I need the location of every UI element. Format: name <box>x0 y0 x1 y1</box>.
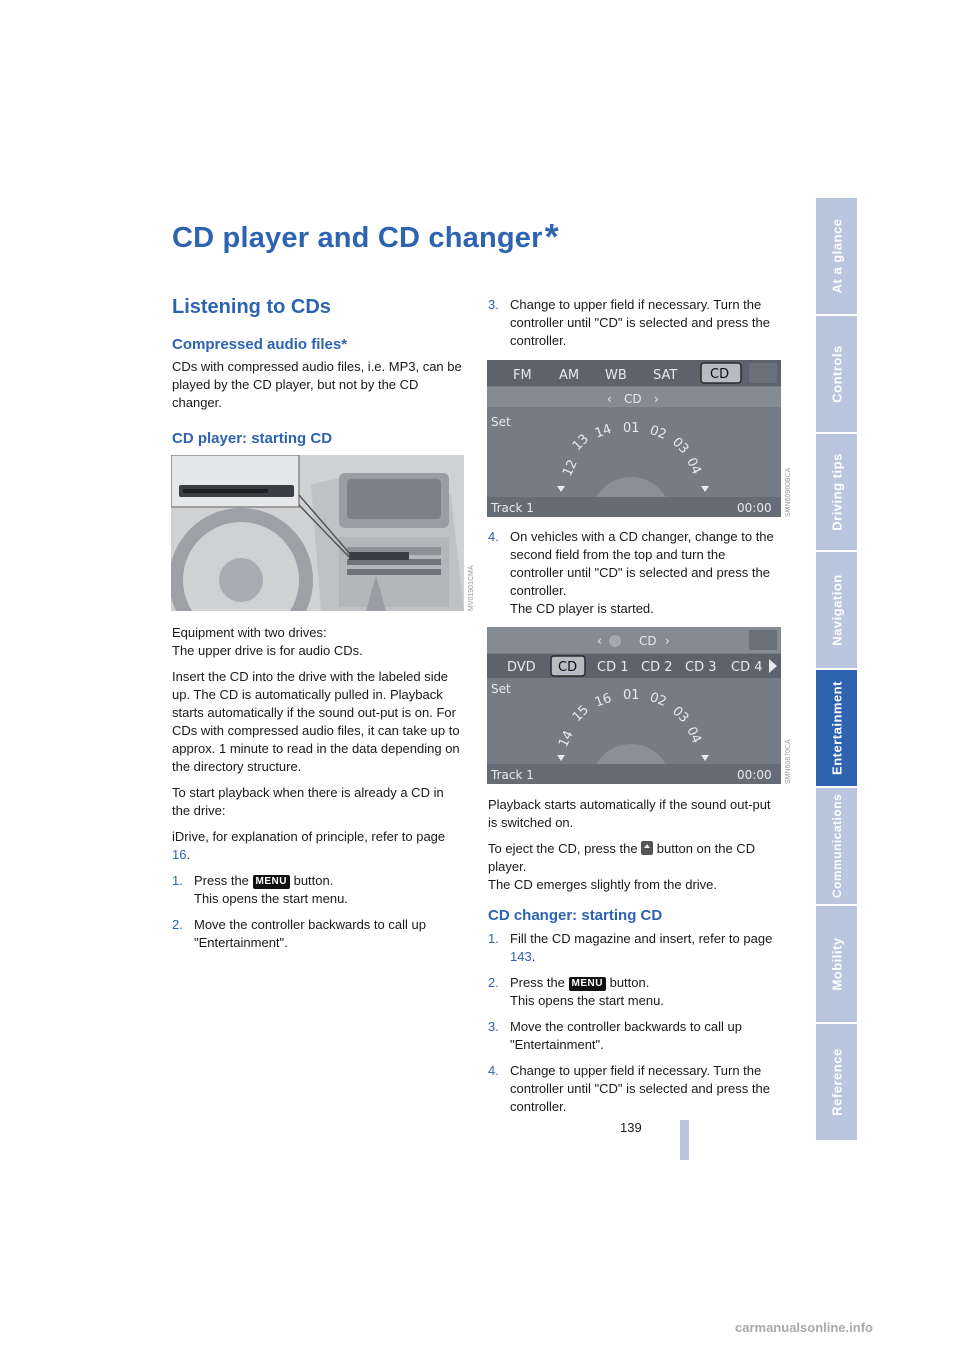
section-tabs <box>816 198 857 1142</box>
screen2-set: Set <box>491 682 511 696</box>
changer-step-2-text-b: button. <box>605 975 650 990</box>
compressed-text <box>172 358 464 420</box>
idrive-paragraph <box>172 828 464 864</box>
tab-label: Communications <box>829 793 844 899</box>
tab-label: Mobility <box>829 937 844 991</box>
tab-at-a-glance[interactable] <box>816 198 857 316</box>
step-2 <box>172 916 464 952</box>
screen2-track-04: 04 <box>683 724 704 746</box>
step-1 <box>172 872 464 908</box>
tab-reference[interactable] <box>816 1024 857 1142</box>
drives-line-2: The upper drive is for audio CDs. <box>172 643 363 658</box>
screen1-tab-cd: CD <box>710 367 730 382</box>
playback-paragraph: Playback starts automatically if the sound out-put is switched on. <box>488 797 771 830</box>
screen1-track: Track 1 <box>491 501 534 515</box>
screen2-tab-cd1: CD 1 <box>597 660 629 675</box>
screen2-track-03: 03 <box>669 703 692 727</box>
right-step-4-text-a: On vehicles with a CD changer, change to the second field from the top and turn the controller until "CD" is selected and press the controller. <box>510 529 774 598</box>
screen2-track-16: 16 <box>592 690 614 711</box>
watermark: carmanualsonline.info <box>735 1320 873 1335</box>
idrive-period: . <box>186 847 191 862</box>
tab-entertainment[interactable] <box>816 670 857 788</box>
eject-paragraph <box>488 840 780 894</box>
tab-communications[interactable] <box>816 788 857 906</box>
changer-steps-block <box>488 930 780 1124</box>
changer-step-1-period: . <box>531 949 536 964</box>
step-1-num: 1. <box>172 873 183 888</box>
compressed-paragraph: CDs with compressed audio files, i.e. MP3, can be played by the CD player, but not by the CD changer. <box>172 359 462 410</box>
step-2-text: Move the controller backwards to call up "Entertainment". <box>194 917 426 950</box>
page-143-link[interactable]: 143 <box>510 949 532 964</box>
tab-navigation[interactable] <box>816 552 857 670</box>
tab-label: Entertainment <box>829 681 844 775</box>
eject-icon <box>641 841 653 855</box>
step-3-block <box>488 296 780 358</box>
screen1-track-03: 03 <box>669 434 692 458</box>
screen1-sub-cd: CD <box>624 392 642 406</box>
eject-text-c: The CD emerges slightly from the drive. <box>488 877 718 892</box>
right-step-4-text-b: The CD player is started. <box>510 601 654 616</box>
screen1-time: 00:00 <box>737 501 772 515</box>
screen2-tab-cd2: CD 2 <box>641 660 673 675</box>
step-4-block <box>488 528 780 626</box>
screen1-track-14: 14 <box>592 421 614 442</box>
step-1-text-c: This opens the start menu. <box>194 891 348 906</box>
screen1-code: SMN60960BCA <box>785 467 792 517</box>
dashboard-photo <box>171 455 464 611</box>
right-step-4 <box>488 528 780 618</box>
step-1-text-a: Press the <box>194 873 253 888</box>
screen2-sub-cd: CD <box>639 634 657 648</box>
screen1-tab-wb: WB <box>605 368 627 383</box>
page-16-link[interactable]: 16 <box>172 847 187 862</box>
page-title <box>172 216 559 264</box>
screen1-track-04: 04 <box>683 455 704 477</box>
changer-step-1-num: 1. <box>488 931 499 946</box>
changer-step-4-text: Change to upper field if necessary. Turn the controller until "CD" is selected and press the controller. <box>510 1063 770 1114</box>
eject-text-b: button on the CD player. <box>488 841 756 874</box>
screen2-code: SMN60870CA <box>785 739 792 784</box>
screen1-track-01: 01 <box>623 421 640 436</box>
title-star: * <box>544 216 559 257</box>
screen1-track-02: 02 <box>647 423 669 443</box>
screen2-track-02: 02 <box>647 690 669 710</box>
changer-step-2-num: 2. <box>488 975 499 990</box>
cdplayer-body <box>172 624 464 960</box>
screen2-tab-cd4: CD 4 <box>731 660 763 675</box>
screen1-track-12: 12 <box>560 457 581 479</box>
page-number: 139 <box>620 1120 642 1135</box>
svg-text:›: › <box>654 392 659 406</box>
screen1-set: Set <box>491 415 511 429</box>
changer-step-2-text-a: Press the <box>510 975 569 990</box>
photo-code: MV01901CMA <box>468 565 475 611</box>
changer-step-4-num: 4. <box>488 1063 499 1078</box>
svg-text:›: › <box>665 634 670 648</box>
start-playback-paragraph: To start playback when there is already a CD in the drive: <box>172 785 444 818</box>
changer-step-3-num: 3. <box>488 1019 499 1034</box>
compressed-heading: Compressed audio files* <box>172 336 348 353</box>
cd-screen-2 <box>487 627 781 784</box>
screen2-tab-dvd: DVD <box>507 660 536 675</box>
screen1-tab-am: AM <box>559 368 580 383</box>
eject-text-a: To eject the CD, press the <box>488 841 642 856</box>
menu-button-icon: MENU <box>253 875 290 889</box>
changer-steps <box>488 930 780 1116</box>
changer-heading: CD changer: starting CD <box>488 907 663 924</box>
screen2-tab-cd: CD <box>558 660 578 675</box>
drives-line-1: Equipment with two drives: <box>172 625 327 640</box>
tab-driving-tips[interactable] <box>816 434 857 552</box>
right-step-3-text: Change to upper field if necessary. Turn the controller until "CD" is selected and press the controller. <box>510 297 770 348</box>
changer-step-1 <box>488 930 780 966</box>
screen2-time: 00:00 <box>737 768 772 782</box>
page-marker-bar <box>680 1120 689 1160</box>
changer-step-1-text: Fill the CD magazine and insert, refer to page <box>510 931 773 946</box>
changer-step-3 <box>488 1018 780 1054</box>
svg-text:‹: ‹ <box>597 634 602 648</box>
cdplayer-heading: CD player: starting CD <box>172 430 333 447</box>
step-2-num: 2. <box>172 917 183 932</box>
right-step-3 <box>488 296 780 350</box>
changer-step-4 <box>488 1062 780 1116</box>
screen1-track-13: 13 <box>569 431 593 454</box>
changer-step-2 <box>488 974 780 1010</box>
tab-mobility[interactable] <box>816 906 857 1024</box>
section-heading: Listening to CDs <box>172 296 331 318</box>
insert-paragraph: Insert the CD into the drive with the labeled side up. The CD is automatically pulled in. Playback starts automatically if the sound out-put is on. For CDs with compressed audio files, it can take up to approx. 1 minute to read in the data depending on the directory structure. <box>172 669 460 774</box>
svg-text:‹: ‹ <box>607 392 612 406</box>
screen2-track: Track 1 <box>491 768 534 782</box>
step-1-text-b: button. <box>289 873 334 888</box>
eject-block <box>488 796 780 902</box>
cdplayer-steps <box>172 872 464 952</box>
right-step-4-num: 4. <box>488 529 499 544</box>
screen2-tab-cd3: CD 3 <box>685 660 717 675</box>
tab-label: Reference <box>829 1048 844 1116</box>
right-step-3-num: 3. <box>488 297 499 312</box>
cd-screen-1 <box>487 360 781 517</box>
screen2-track-15: 15 <box>569 702 593 725</box>
drives-paragraph <box>172 624 464 660</box>
changer-step-3-text: Move the controller backwards to call up "Entertainment". <box>510 1019 742 1052</box>
screen1-tab-sat: SAT <box>653 368 678 383</box>
tab-label: Controls <box>829 345 844 403</box>
tab-label: At a glance <box>829 218 844 294</box>
screen2-track-01: 01 <box>623 688 640 703</box>
changer-step-2-text-c: This opens the start menu. <box>510 993 664 1008</box>
tab-controls[interactable] <box>816 316 857 434</box>
title-text: CD player and CD changer <box>172 222 543 254</box>
tab-label: Navigation <box>829 574 844 646</box>
tab-label: Driving tips <box>829 453 844 531</box>
menu-button-icon: MENU <box>569 977 606 991</box>
idrive-text: iDrive, for explanation of principle, refer to page <box>172 829 446 844</box>
screen1-tab-fm: FM <box>513 368 532 383</box>
screen2-track-14: 14 <box>556 728 577 750</box>
